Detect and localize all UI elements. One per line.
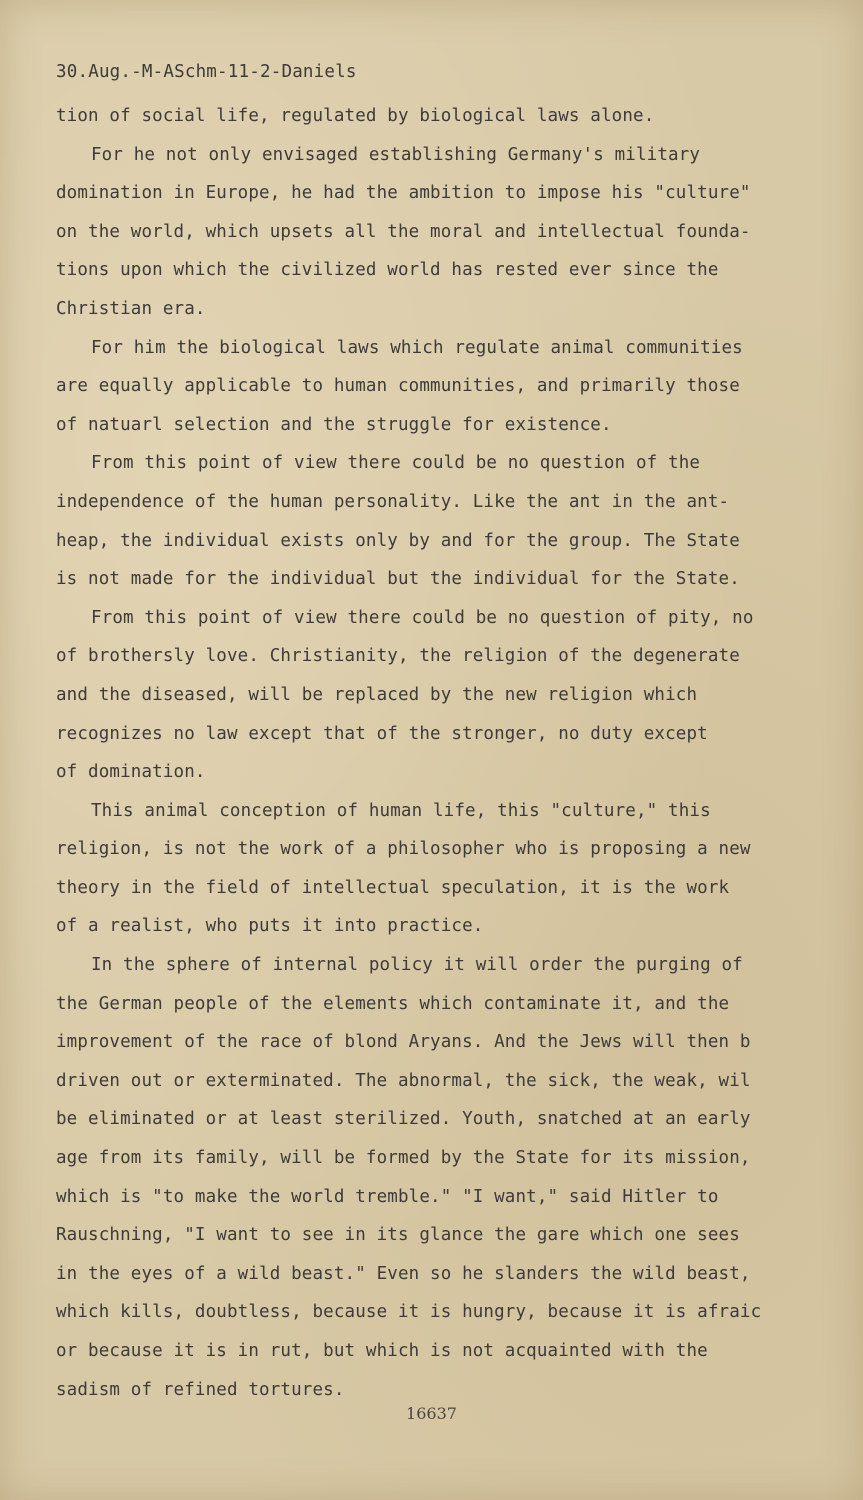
text-line: sadism of refined tortures. [56, 1379, 345, 1400]
text-line: driven out or exterminated. The abnormal, the sick, the weak, wil [56, 1070, 751, 1091]
text-line: tions upon which the civilized world has rested ever since the [56, 260, 719, 281]
text-line: of domination. [56, 762, 206, 783]
text-line: Rauschning, "I want to see in its glance the gare which one sees [56, 1225, 740, 1246]
text-line: and the diseased, will be replaced by the new religion which [56, 684, 698, 705]
text-line: on the world, which upsets all the moral and intellectual founda- [56, 221, 751, 242]
text-line: For him the biological laws which regulate animal communities [91, 337, 743, 358]
text-line: This animal conception of human life, this "culture," this [91, 800, 711, 821]
text-line: religion, is not the work of a philosopher who is proposing a new [56, 839, 751, 860]
text-line: of a realist, who puts it into practice. [56, 916, 484, 937]
document-header: 30.Aug.-M-ASchm-11-2-Daniels [56, 62, 357, 82]
text-line: domination in Europe, he had the ambition to impose his "culture" [56, 183, 751, 204]
text-line: From this point of view there could be no question of pity, no [91, 607, 754, 628]
text-line: recognizes no law except that of the stronger, no duty except [56, 723, 708, 744]
text-line: Christian era. [56, 298, 206, 319]
text-line: in the eyes of a wild beast." Even so he slanders the wild beast, [56, 1263, 751, 1284]
text-line: which is "to make the world tremble." "I want," said Hitler to [56, 1186, 719, 1207]
text-line: are equally applicable to human communities, and primarily those [56, 376, 740, 397]
text-line: of brothersly love. Christianity, the religion of the degenerate [56, 646, 740, 667]
text-line: of natuarl selection and the struggle for existence. [56, 414, 612, 435]
text-line: For he not only envisaged establishing Germany's military [91, 144, 701, 165]
document-body [56, 97, 856, 1409]
text-line: age from its family, will be formed by the State for its mission, [56, 1148, 751, 1169]
page-number: 16637 [406, 1404, 457, 1423]
text-line: is not made for the individual but the individual for the State. [56, 569, 740, 590]
text-line: improvement of the race of blond Aryans. And the Jews will then b [56, 1032, 751, 1053]
text-line: the German people of the elements which contaminate it, and the [56, 993, 730, 1014]
text-line: which kills, doubtless, because it is hungry, because it is afraic [56, 1302, 762, 1323]
text-line: From this point of view there could be no question of the [91, 453, 701, 474]
text-line: tion of social life, regulated by biological laws alone. [56, 106, 655, 126]
text-line: heap, the individual exists only by and for the group. The State [56, 530, 740, 551]
text-line: independence of the human personality. Like the ant in the ant- [56, 491, 730, 512]
text-line: be eliminated or at least sterilized. Youth, snatched at an early [56, 1109, 751, 1130]
text-line: In the sphere of internal policy it will order the purging of [91, 955, 743, 976]
text-line: or because it is in rut, but which is not acquainted with the [56, 1341, 708, 1361]
text-line: theory in the field of intellectual speculation, it is the work [56, 877, 730, 898]
